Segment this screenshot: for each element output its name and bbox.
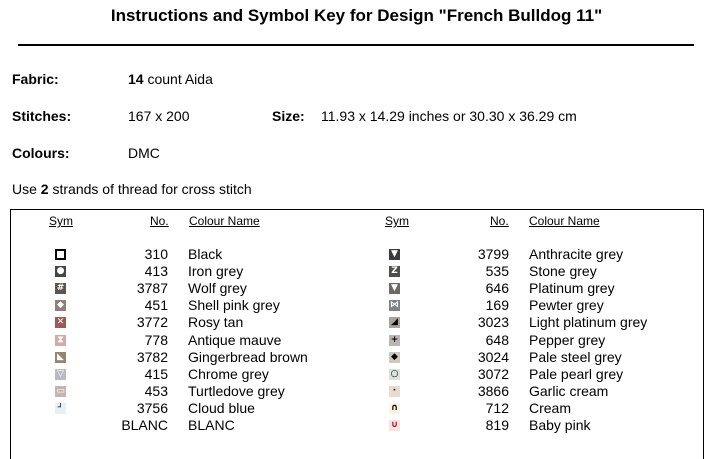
left-colour-name: Antique mauve [188, 331, 282, 348]
left-colour-name: Shell pink grey [188, 297, 280, 314]
fabric-count: 14 [128, 71, 144, 87]
colours-label: Colours: [12, 145, 70, 161]
left-hourglass-icon: ⧗ [55, 335, 66, 346]
right-colour-name: Anthracite grey [529, 246, 624, 262]
right-plus-icon: + [390, 334, 399, 345]
left-hash-icon: # [56, 283, 65, 294]
right-bowtie-icon: ⋈ [390, 300, 399, 311]
left-colour-number: 413 [144, 263, 168, 280]
right-down-triangle-filled-icon: ▼ [389, 249, 400, 260]
right-open-circle-icon: ○ [390, 368, 399, 379]
left-colour-name: Iron grey [188, 263, 244, 280]
right-colour-name: Baby pink [529, 417, 591, 433]
right-colour-number: 646 [485, 280, 509, 297]
page-title: Instructions and Symbol Key for Design "French Bulldog 11" [110, 6, 603, 25]
right-colour-name: Platinum grey [529, 280, 615, 297]
right-colour-name: Pale steel grey [529, 348, 622, 365]
right-colour-number: 3072 [477, 365, 509, 382]
left-colour-number: 3756 [136, 399, 168, 416]
left-colour-name: BLANC [188, 417, 235, 433]
left-corner-icon: ┘ [55, 403, 66, 414]
size-value: 11.93 x 14.29 inches or 30.30 x 36.29 cm [321, 108, 577, 124]
right-colour-name: Light platinum grey [529, 314, 648, 331]
left-colour-name: Chrome grey [188, 365, 269, 382]
left-no-header: No. [150, 214, 169, 228]
right-colour-number: 535 [485, 263, 509, 280]
left-triangle-icon: ◣ [55, 352, 66, 363]
left-down-triangle-icon: ▽ [55, 369, 66, 380]
right-colour-number: 819 [485, 417, 509, 433]
right-cup-icon: ∪ [390, 420, 399, 430]
right-colour-number: 3024 [477, 348, 509, 365]
right-no-header: No. [490, 214, 509, 228]
right-diamond-icon: ◆ [389, 352, 400, 363]
right-colour-name: Garlic cream [529, 382, 609, 399]
left-colour-name: Black [188, 246, 223, 262]
right-dot-icon: · [389, 386, 400, 397]
fabric-label: Fabric: [12, 71, 59, 87]
left-colour-name: Cloud blue [188, 399, 255, 416]
left-colour-number: BLANC [121, 417, 168, 433]
left-sym-header: Sym [49, 214, 73, 228]
stitches-label: Stitches: [12, 108, 72, 124]
right-colour-name: Pepper grey [529, 331, 606, 348]
left-colour-number: 778 [144, 331, 168, 348]
left-colour-name: Gingerbread brown [188, 348, 308, 365]
left-colour-name: Wolf grey [188, 280, 247, 297]
right-colour-number: 169 [485, 297, 509, 314]
right-z-letter-icon: Z [389, 266, 400, 277]
left-colour-name: Rosy tan [188, 314, 244, 331]
right-sym-header: Sym [385, 214, 409, 228]
left-filled-circle-icon: ● [56, 266, 65, 277]
fabric-value [128, 71, 213, 87]
right-colour-number: 3866 [477, 382, 509, 399]
right-down-triangle-icon: ▼ [389, 283, 400, 294]
left-open-square-icon [55, 249, 66, 260]
left-colour-number: 415 [144, 365, 168, 382]
strands-post: strands of thread for cross stitch [48, 181, 252, 197]
left-diamond-icon: ◆ [55, 300, 66, 311]
right-arch-icon: ∩ [390, 402, 399, 413]
right-colour-number: 3799 [477, 246, 509, 262]
left-colour-number: 3772 [136, 314, 168, 331]
title-divider [18, 44, 694, 46]
right-colour-number: 3023 [477, 314, 509, 331]
strands-pre: Use [12, 181, 41, 197]
left-colour-number: 3787 [136, 280, 168, 297]
colours-value: DMC [128, 145, 160, 161]
right-corner-triangle-icon: ◢ [389, 317, 400, 328]
strands-count: 2 [40, 181, 49, 197]
left-colour-name: Turtledove grey [188, 382, 285, 399]
right-name-header: Colour Name [529, 214, 600, 228]
left-colour-number: 310 [144, 246, 168, 262]
right-colour-name: Pewter grey [529, 297, 604, 314]
right-colour-number: 712 [485, 399, 509, 416]
left-blank-icon [55, 420, 66, 431]
right-colour-name: Stone grey [529, 263, 597, 280]
left-cross-icon: ✕ [56, 317, 65, 328]
size-label: Size: [272, 108, 305, 124]
right-colour-name: Cream [529, 399, 572, 416]
strands-instruction [12, 181, 252, 197]
stitches-value: 167 x 200 [128, 108, 190, 124]
right-colour-name: Pale pearl grey [529, 365, 624, 382]
left-name-header: Colour Name [189, 214, 260, 228]
left-colour-number: 453 [144, 382, 168, 399]
left-rectangle-icon: ▭ [56, 385, 65, 396]
fabric-type: count Aida [143, 71, 213, 87]
left-colour-number: 3782 [136, 348, 168, 365]
right-colour-number: 648 [485, 331, 509, 348]
left-colour-number: 451 [144, 297, 168, 314]
